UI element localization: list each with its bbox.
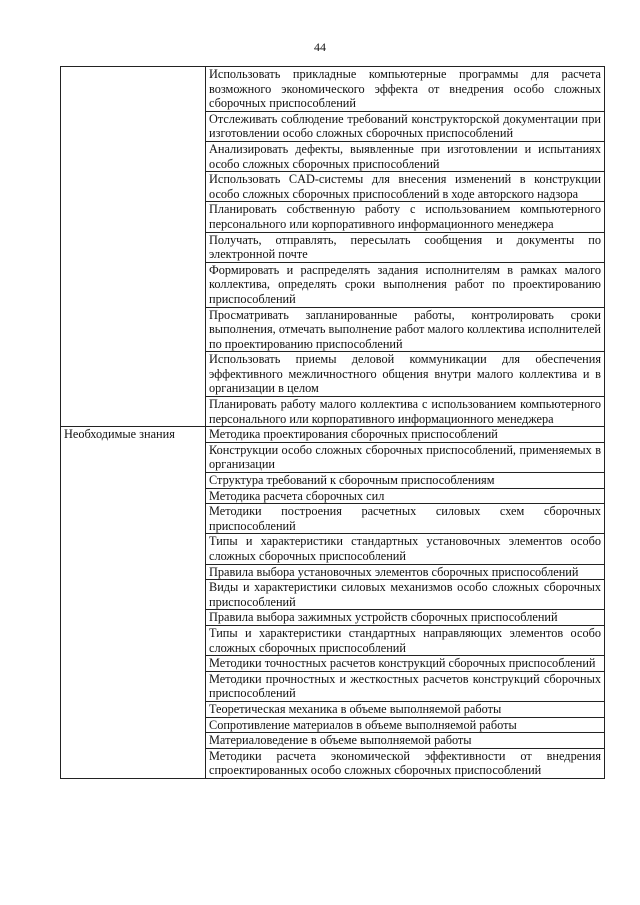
skills-row: [61, 67, 605, 112]
knowledge-item: Методики прочностных и жесткостных расчетов конструкций сборочных приспособлений: [206, 671, 605, 701]
knowledge-item: Правила выбора установочных элементов сборочных приспособлений: [206, 564, 605, 580]
knowledge-item: Правила выбора зажимных устройств сборочных приспособлений: [206, 610, 605, 626]
knowledge-item: Методика расчета сборочных сил: [206, 488, 605, 504]
requirements-table-body: [61, 67, 605, 779]
knowledge-item: Сопротивление материалов в объеме выполняемой работы: [206, 717, 605, 733]
knowledge-row: [61, 427, 605, 443]
knowledge-item: Материаловедение в объеме выполняемой работы: [206, 733, 605, 749]
knowledge-item: Методики расчета экономической эффективности от внедрения спроектированных особо сложных сборочных приспособлений: [206, 748, 605, 778]
knowledge-item: Методики построения расчетных силовых схем сборочных приспособлений: [206, 504, 605, 534]
knowledge-item: Методики точностных расчетов конструкций сборочных приспособлений: [206, 656, 605, 672]
knowledge-item: Типы и характеристики стандартных установочных элементов особо сложных сборочных приспособлений: [206, 534, 605, 564]
requirements-table: [60, 66, 605, 779]
skills-item: Получать, отправлять, пересылать сообщения и документы по электронной почте: [206, 232, 605, 262]
skills-item: Просматривать запланированные работы, контролировать сроки выполнения, отмечать выполнение работ малого коллектива исполнителей по проектированию приспособлений: [206, 307, 605, 352]
knowledge-item: Методика проектирования сборочных приспособлений: [206, 427, 605, 443]
skills-item: Использовать прикладные компьютерные программы для расчета возможного экономического эффекта от внедрения особо сложных сборочных приспособлений: [206, 67, 605, 112]
skills-item: Отслеживать соблюдение требований конструкторской документации при изготовлении особо сложных сборочных приспособлений: [206, 111, 605, 141]
skills-item: Использовать CAD-системы для внесения изменений в конструкции особо сложных сборочных приспособлений в ходе авторского надзора: [206, 172, 605, 202]
page-number: 44: [314, 40, 326, 54]
knowledge-item: Виды и характеристики силовых механизмов особо сложных сборочных приспособлений: [206, 580, 605, 610]
skills-item: Формировать и распределять задания исполнителям в рамках малого коллектива, определять сроки выполнения работ по проектированию приспособлений: [206, 262, 605, 307]
skills-item: Использовать приемы деловой коммуникации для обеспечения эффективного межличностного общения внутри малого коллектива и в организации в целом: [206, 352, 605, 397]
skills-item: Планировать работу малого коллектива с использованием компьютерного персонального или корпоративного информационного менеджера: [206, 397, 605, 427]
knowledge-item: Конструкции особо сложных сборочных приспособлений, применяемых в организации: [206, 442, 605, 472]
knowledge-item: Типы и характеристики стандартных направляющих элементов особо сложных сборочных приспособлений: [206, 625, 605, 655]
skills-label-cell: [61, 67, 206, 427]
skills-item: Анализировать дефекты, выявленные при изготовлении и испытаниях особо сложных сборочных приспособлений: [206, 141, 605, 171]
knowledge-item: Структура требований к сборочным приспособлениям: [206, 473, 605, 489]
skills-item: Планировать собственную работу с использованием компьютерного персонального или корпоративного информационного менеджера: [206, 202, 605, 232]
knowledge-item: Теоретическая механика в объеме выполняемой работы: [206, 701, 605, 717]
knowledge-label-cell: Необходимые знания: [61, 427, 206, 779]
